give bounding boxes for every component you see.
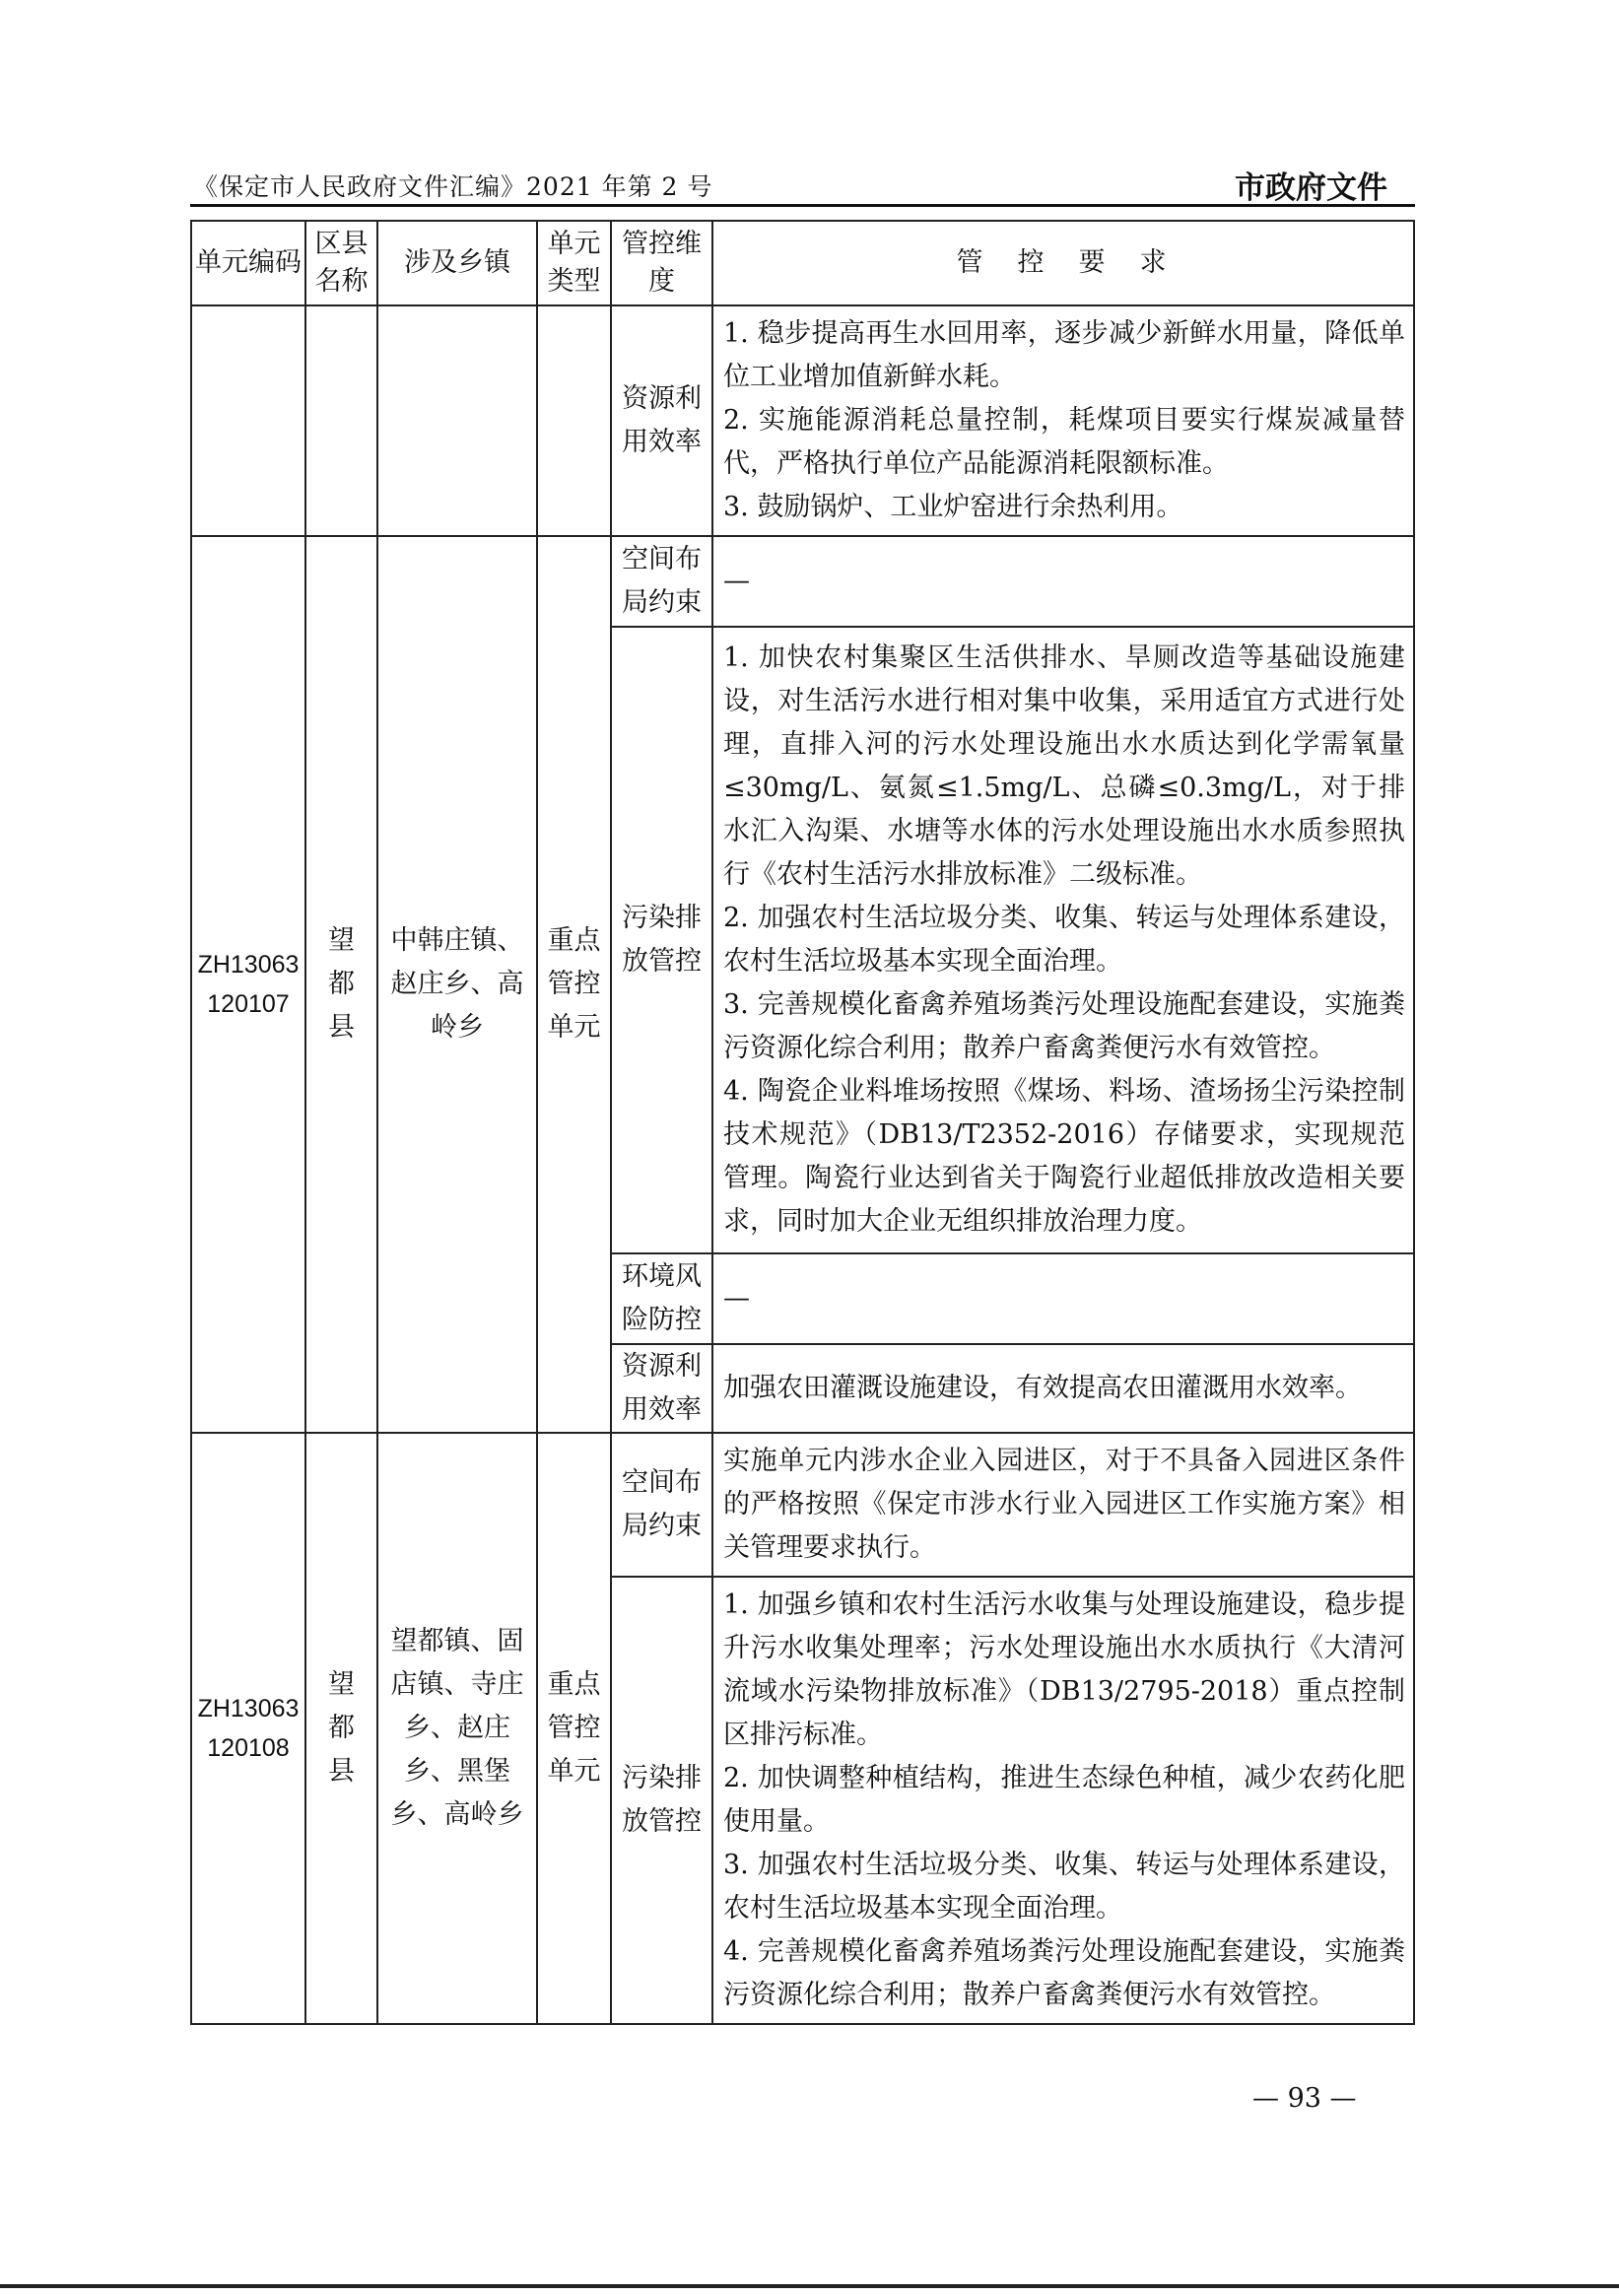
requirement-item: 2. 实施能源消耗总量控制，耗煤项目要实行煤炭减量替代，严格执行单位产品能源消耗限额标准。: [723, 405, 1405, 479]
dimension-cell: 环境风险防控: [611, 1253, 712, 1344]
control-requirements-table: [190, 220, 1415, 2025]
requirement-item: 1. 加快农村集聚区生活供排水、旱厕改造等基础设施建设，对生活污水进行相对集中收集，采用适宜方式进行处理，直排入河的污水处理设施出水水质达到化学需氧量≤30mg/L、氨氮≤1.5mg/L、总磷≤0.3mg/L，对于排水汇入沟渠、水塘等水体的污水处理设施出水水质参照执行《农村生活污水排放标准》二级标准。: [723, 642, 1405, 890]
header-county: 区县名称: [305, 221, 377, 305]
requirement-cell: [712, 1344, 1414, 1433]
cont-towns-cell: [377, 305, 537, 536]
dimension-cell: 资源利用效率: [611, 1344, 712, 1433]
header-rule: [190, 204, 1415, 207]
requirement-item: 3. 加强农村生活垃圾分类、收集、转运与处理体系建设，农村生活垃圾基本实现全面治理。: [723, 1850, 1405, 1924]
header-requirement: 管 控 要 求: [712, 221, 1414, 305]
unit-type: 重点管控单元: [537, 536, 611, 1433]
cont-county-cell: [305, 305, 377, 536]
requirement-item: 3. 鼓励锅炉、工业炉窑进行余热利用。: [723, 492, 1183, 522]
running-header-title: 《保定市人民政府文件汇编》2021 年第 2 号: [193, 172, 713, 201]
requirement-item: 1. 加强乡镇和农村生活污水收集与处理设施建设，稳步提升污水收集处理率；污水处理设施出水水质执行《大清河流域水污染物排放标准》（DB13/2795-2018）重点控制区排污标准。: [723, 1589, 1405, 1750]
requirement-cell: [712, 1253, 1414, 1344]
running-header-section: 市政府文件: [1235, 170, 1387, 206]
requirement-item: 2. 加强农村生活垃圾分类、收集、转运与处理体系建设，农村生活垃圾基本实现全面治理。: [723, 903, 1405, 977]
town-list: 望都镇、固店镇、寺庄乡、赵庄乡、黑堡乡、高岭乡: [377, 1433, 537, 2024]
requirement-item: —: [723, 1283, 750, 1314]
requirement-item: 实施单元内涉水企业入园进区，对于不具备入园进区条件的严格按照《保定市涉水行业入园进区工作实施方案》相关管理要求执行。: [723, 1446, 1405, 1563]
page-number: — 93 —: [1252, 2083, 1357, 2114]
header-type: 单元类型: [537, 221, 611, 305]
requirement-cell: [712, 536, 1414, 627]
county-name: 望都县: [305, 536, 377, 1433]
requirement-item: 3. 完善规模化畜禽养殖场粪污处理设施配套建设，实施粪污资源化综合利用；散养户畜禽粪便污水有效管控。: [723, 989, 1405, 1063]
requirement-item: 4. 陶瓷企业料堆场按照《煤场、料场、渣场扬尘污染控制技术规范》（DB13/T2352-2016）存储要求，实现规范管理。陶瓷行业达到省关于陶瓷行业超低排放改造相关要求，同时加大企业无组织排放治理力度。: [723, 1076, 1405, 1237]
cont-code-cell: [191, 305, 305, 536]
header-dimension: 管控维度: [611, 221, 712, 305]
header-towns: 涉及乡镇: [377, 221, 537, 305]
table-row: [191, 536, 1414, 627]
town-list: 中韩庄镇、赵庄乡、高岭乡: [377, 536, 537, 1433]
requirement-cell: [712, 1433, 1414, 1577]
dimension-cell: 污染排放管控: [611, 627, 712, 1253]
dimension-cell: 空间布局约束: [611, 1433, 712, 1577]
dimension-cell: 空间布局约束: [611, 536, 712, 627]
unit-code: ZH13063120107: [191, 536, 305, 1433]
table-row: [191, 305, 1414, 536]
header-code: 单元编码: [191, 221, 305, 305]
cont-type-cell: [537, 305, 611, 536]
requirement-cell: [712, 305, 1414, 536]
unit-code: ZH13063120108: [191, 1433, 305, 2024]
requirement-cell: [712, 627, 1414, 1253]
requirement-item: 4. 完善规模化畜禽养殖场粪污处理设施配套建设，实施粪污资源化综合利用；散养户畜禽粪便污水有效管控。: [723, 1936, 1405, 2010]
requirement-cell: [712, 1577, 1414, 2024]
dimension-cell: 资源利用效率: [611, 305, 712, 536]
table-row: [191, 1433, 1414, 1577]
requirement-item: —: [723, 566, 750, 596]
requirement-item: 2. 加快调整种植结构，推进生态绿色种植，减少农药化肥使用量。: [723, 1763, 1405, 1837]
scan-edge-line: [0, 2284, 1619, 2288]
county-name: 望都县: [305, 1433, 377, 2024]
unit-type: 重点管控单元: [537, 1433, 611, 2024]
dimension-cell: 污染排放管控: [611, 1577, 712, 2024]
requirement-item: 加强农田灌溉设施建设，有效提高农田灌溉用水效率。: [723, 1373, 1362, 1403]
requirement-item: 1. 稳步提高再生水回用率，逐步减少新鲜水用量，降低单位工业增加值新鲜水耗。: [723, 318, 1405, 392]
